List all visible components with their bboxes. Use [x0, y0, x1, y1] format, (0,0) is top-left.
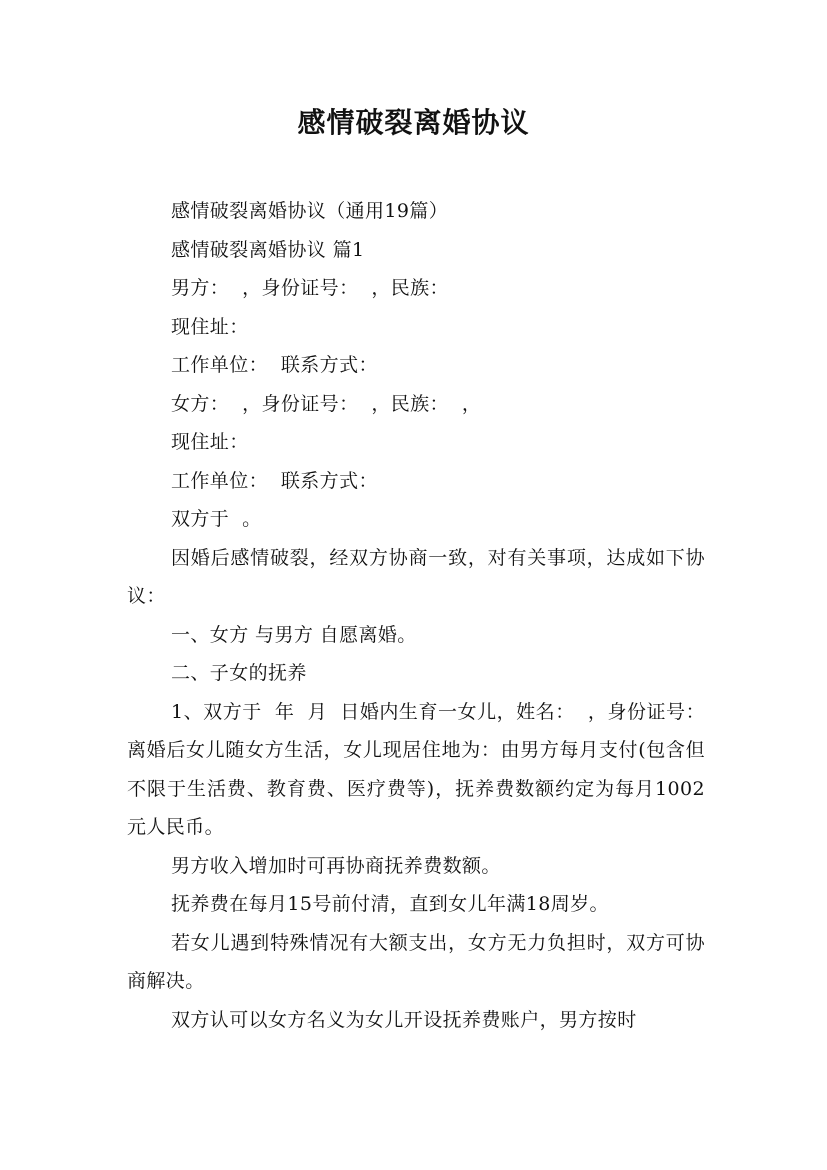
paragraph-child-support: 1、双方于 年 月 日婚内生育一女儿，姓名： ，身份证号：离婚后女儿随女方生活，女儿现居住地为：由男方每月支付(包含但不限于生活费、教育费、医疗费等)，抚养费数额约定为每月1002元人民币。 [127, 700, 705, 838]
paragraph-male-work: 工作单位： 联系方式： [171, 354, 378, 376]
paragraph-female-party: 女方： ，身份证号： ，民族： ， [171, 392, 482, 415]
paragraph-male-address: 现住址： [171, 315, 249, 338]
paragraph-male-party: 男方： ，身份证号： ，民族： [171, 277, 449, 299]
paragraph-clause-one: 一、女方 与男方 自愿离婚。 [171, 623, 417, 646]
paragraph-subtitle: 感情破裂离婚协议（通用19篇） [171, 200, 449, 222]
paragraph-special-expenses: 若女儿遇到特殊情况有大额支出，女方无力负担时，双方可协商解决。 [127, 931, 705, 992]
paragraph-female-address: 现住址： [171, 431, 249, 453]
document-body [127, 192, 705, 1039]
paragraph-female-work: 工作单位： 联系方式： [171, 469, 378, 492]
paragraph-clause-two: 二、子女的抚养 [171, 662, 307, 684]
paragraph-support-increase: 男方收入增加时可再协商抚养费数额。 [171, 854, 501, 877]
paragraph-support-deadline: 抚养费在每月15号前付清，直到女儿年满18周岁。 [171, 893, 609, 915]
paragraph-support-account: 双方认可以女方名义为女儿开设抚养费账户，男方按时 [171, 1008, 637, 1031]
document-title: 感情破裂离婚协议 [297, 106, 530, 139]
paragraph-marriage-date: 双方于 。 [171, 508, 262, 530]
paragraph-section-heading: 感情破裂离婚协议 篇1 [171, 238, 365, 261]
paragraph-agreement-intro: 因婚后感情破裂，经双方协商一致，对有关事项，达成如下协议： [127, 546, 705, 607]
